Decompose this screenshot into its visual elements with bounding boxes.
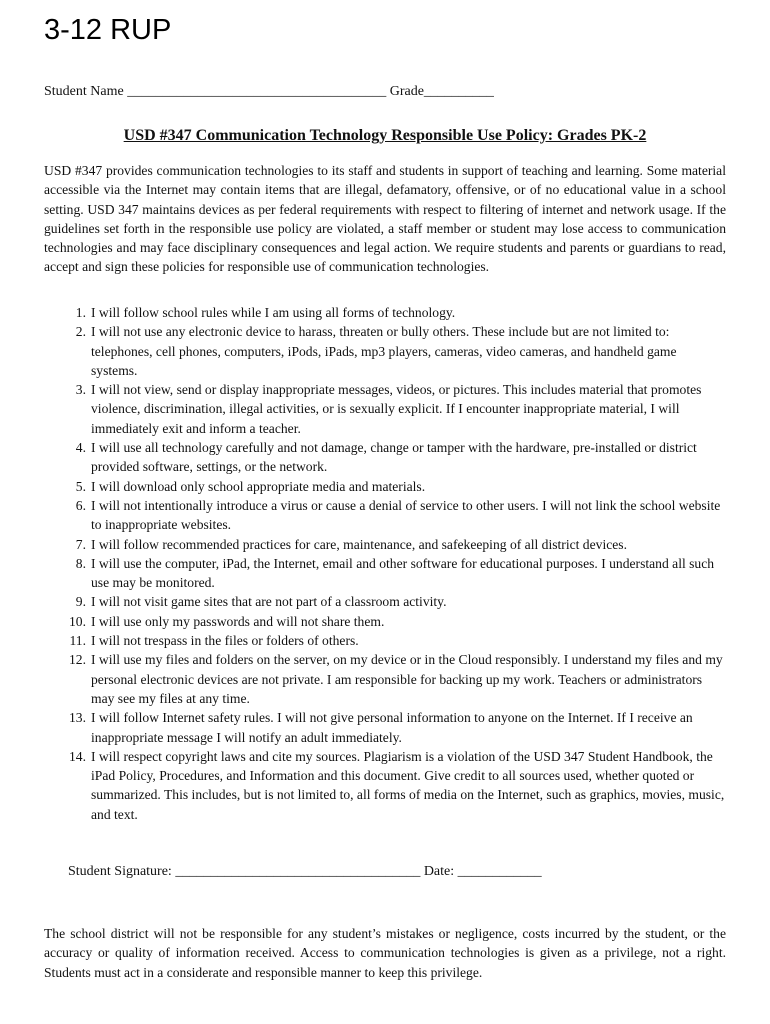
rule-text: I will follow Internet safety rules. I will not give personal information to anyone on the Internet. If I receive an inappropriate message I will notify an adult immediately. xyxy=(91,710,693,745)
rule-number: 4. xyxy=(75,440,86,456)
intro-paragraph: USD #347 provides communication technologies to its staff and students in support of teaching and learning. Some material accessible via the Internet may contain items that are illegal, defamatory, offensive, or of no educational value in a school setting. USD 347 maintains devices as per federal requirements with respect to filtering of internet and network usage. If the guidelines set forth in the responsible use policy are violated, a staff member or student may lose access to communication technologies and may face disciplinary consequences and legal action. We require students and parents or guardians to read, accept and sign these policies for responsible use of communication technologies. xyxy=(44,163,726,275)
list-item xyxy=(44,612,726,631)
rule-number: 6. xyxy=(75,497,86,513)
rule-number: 7. xyxy=(75,536,86,552)
rule-text: I will download only school appropriate media and materials. xyxy=(91,478,426,494)
rule-number: 2. xyxy=(75,324,86,340)
rule-number: 14. xyxy=(69,748,86,764)
rule-number: 11. xyxy=(69,633,86,649)
list-item xyxy=(44,303,726,322)
rule-number: 5. xyxy=(75,478,86,494)
list-item xyxy=(44,496,726,535)
rule-number: 9. xyxy=(75,594,86,610)
list-item xyxy=(44,380,726,438)
rule-number: 8. xyxy=(75,555,86,571)
rule-text: I will not visit game sites that are not part of a classroom activity. xyxy=(91,594,447,610)
rule-text: I will not view, send or display inappropriate messages, videos, or pictures. This includes material that promotes violence, discrimination, illegal activities, or is sexually explicit. If I encounter inappropriate material, I will immediately exit and inform a teacher. xyxy=(91,382,702,436)
rule-text: I will use all technology carefully and not damage, change or tamper with the hardware, pre-installed or district provided software, settings, or the network. xyxy=(91,440,697,475)
rule-text: I will respect copyright laws and cite my sources. Plagiarism is a violation of the USD 347 Student Handbook, the iPad Policy, Procedures, and Information and this document. Give credit to all sources used, whether quoted or summarized. This includes, but is not limited to, all forms of media on the Internet, such as graphics, movies, music, and text. xyxy=(91,748,725,822)
rule-text: I will not use any electronic device to harass, threaten or bully others. These include but are not limited to: telephones, cell phones, computers, iPods, iPads, mp3 players, cameras, video cameras, and handheld game systems. xyxy=(91,324,677,378)
student-name-grade-line: Student Name _____________________________________ Grade__________ xyxy=(44,84,494,99)
list-item xyxy=(44,438,726,477)
list-item xyxy=(44,322,726,380)
list-item xyxy=(44,631,726,650)
list-item xyxy=(44,535,726,554)
list-item xyxy=(44,592,726,611)
rule-text: I will use only my passwords and will not share them. xyxy=(91,613,385,629)
rule-text: I will use the computer, iPad, the Internet, email and other software for educational purposes. I understand all such use may be monitored. xyxy=(91,555,715,591)
rule-number: 10. xyxy=(69,613,86,629)
rule-number: 12. xyxy=(69,652,86,668)
list-item xyxy=(44,650,726,708)
signature-date-line: Student Signature: ___________________________________ Date: ____________ xyxy=(68,864,542,879)
rule-number: 3. xyxy=(75,382,86,398)
document-heading: 3-12 RUP xyxy=(44,14,172,46)
rule-text: I will follow school rules while I am using all forms of technology. xyxy=(91,305,456,320)
disclaimer-paragraph: The school district will not be responsible for any student’s mistakes or negligence, costs incurred by the student, or the accuracy or quality of information received. Access to communication technologies is given as a privilege, not a right. Students must act in a considerate and responsible manner to keep this privilege. xyxy=(44,926,726,980)
policy-title: USD #347 Communication Technology Responsible Use Policy: Grades PK-2 xyxy=(123,127,647,144)
list-item xyxy=(44,477,726,496)
rule-number: 1. xyxy=(75,305,86,320)
list-item xyxy=(44,747,726,824)
rule-text: I will follow recommended practices for care, maintenance, and safekeeping of all district devices. xyxy=(91,536,627,552)
list-item xyxy=(44,708,726,747)
rule-number: 13. xyxy=(69,710,86,726)
rule-text: I will not intentionally introduce a virus or cause a denial of service to other users. I will not link the school website to inappropriate websites. xyxy=(91,497,721,533)
list-item xyxy=(44,554,726,593)
rule-text: I will not trespass in the files or folders of others. xyxy=(91,633,359,649)
rules-list xyxy=(44,303,726,824)
rule-text: I will use my files and folders on the server, on my device or in the Cloud responsibly. I understand my files and my personal electronic devices are not private. I am responsible for backing up my work. Teachers or administrators may see my files at any time. xyxy=(91,652,723,706)
